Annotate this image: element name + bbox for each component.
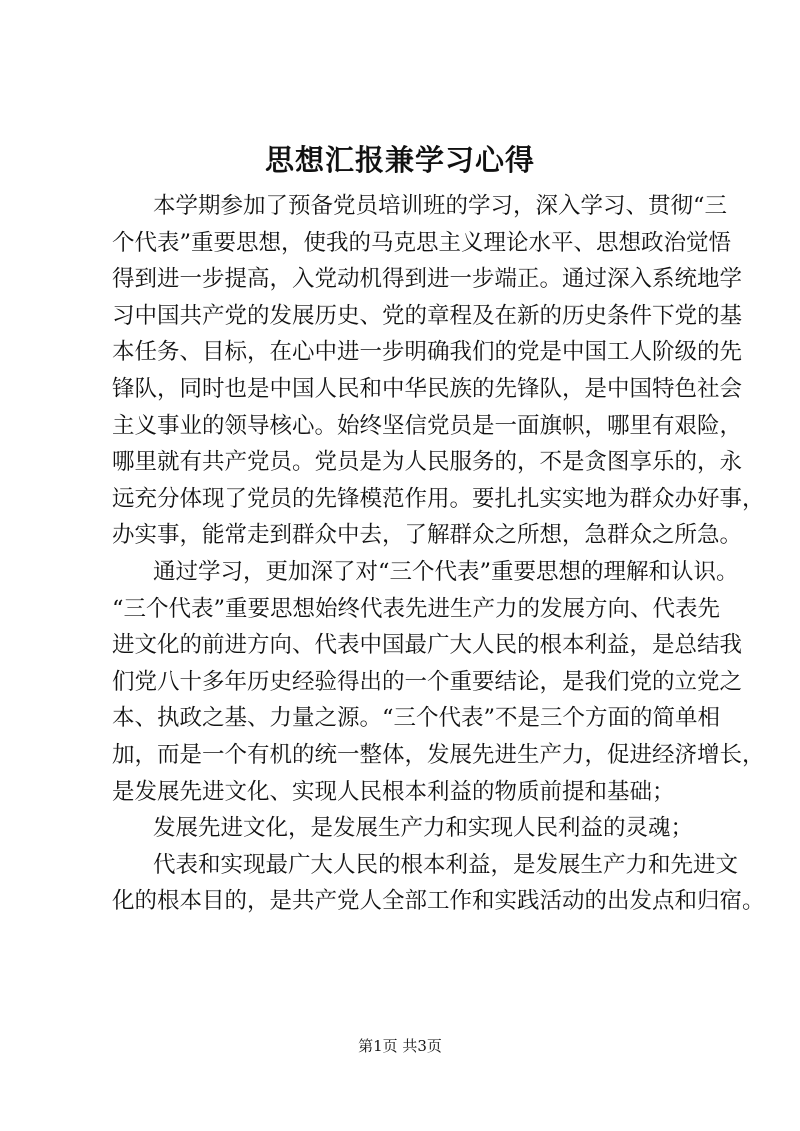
text-line: 加，而是一个有机的统一整体，发展先进生产力，促进经济增长， [112, 741, 765, 768]
text-line: 个代表”重要思想，使我的马克思主义理论水平、思想政治觉悟 [112, 229, 732, 256]
text-line: 发展先进文化，是发展生产力和实现人民利益的灵魂； [153, 815, 694, 842]
document-body [112, 188, 765, 920]
text-line: 们党八十多年历史经验得出的一个重要结论，是我们党的立党之 [112, 668, 743, 695]
text-line: 本、执政之基、力量之源。“三个代表”不是三个方面的简单相 [112, 705, 721, 732]
document-title: 思想汇报兼学习心得 [264, 143, 535, 177]
text-line: 主义事业的领导核心。始终坚信党员是一面旗帜，哪里有艰险， [112, 412, 743, 439]
text-line: 是发展先进文化、实现人民根本利益的物质前提和基础； [112, 778, 675, 805]
text-line: 远充分体现了党员的先锋模范作用。要扎扎实实地为群众办好事， [112, 485, 765, 512]
text-line: 得到进一步提高，入党动机得到进一步端正。通过深入系统地学 [112, 266, 743, 293]
text-line: 化的根本目的，是共产党人全部工作和实践活动的出发点和归宿。 [112, 888, 765, 915]
text-line: 代表和实现最广大人民的根本利益，是发展生产力和先进文 [153, 851, 739, 878]
text-line: 办实事，能常走到群众中去，了解群众之所想，急群众之所急。 [112, 522, 743, 549]
text-line: 习中国共产党的发展历史、党的章程及在新的历史条件下党的基 [112, 302, 743, 329]
page-number: 第1页 共3页 [358, 1037, 442, 1055]
text-line: 通过学习，更加深了对“三个代表”重要思想的理解和认识。 [153, 558, 739, 585]
text-line: 哪里就有共产党员。党员是为人民服务的，不是贪图享乐的，永 [112, 449, 743, 476]
text-line: 锋队，同时也是中国人民和中华民族的先锋队，是中国特色社会 [112, 375, 743, 402]
text-line: “三个代表”重要思想始终代表先进生产力的发展方向、代表先 [112, 595, 721, 622]
text-line: 本任务、目标，在心中进一步明确我们的党是中国工人阶级的先 [112, 339, 743, 366]
text-line: 本学期参加了预备党员培训班的学习，深入学习、贯彻“三 [153, 193, 728, 219]
text-line: 进文化的前进方向、代表中国最广大人民的根本利益，是总结我 [112, 632, 743, 659]
